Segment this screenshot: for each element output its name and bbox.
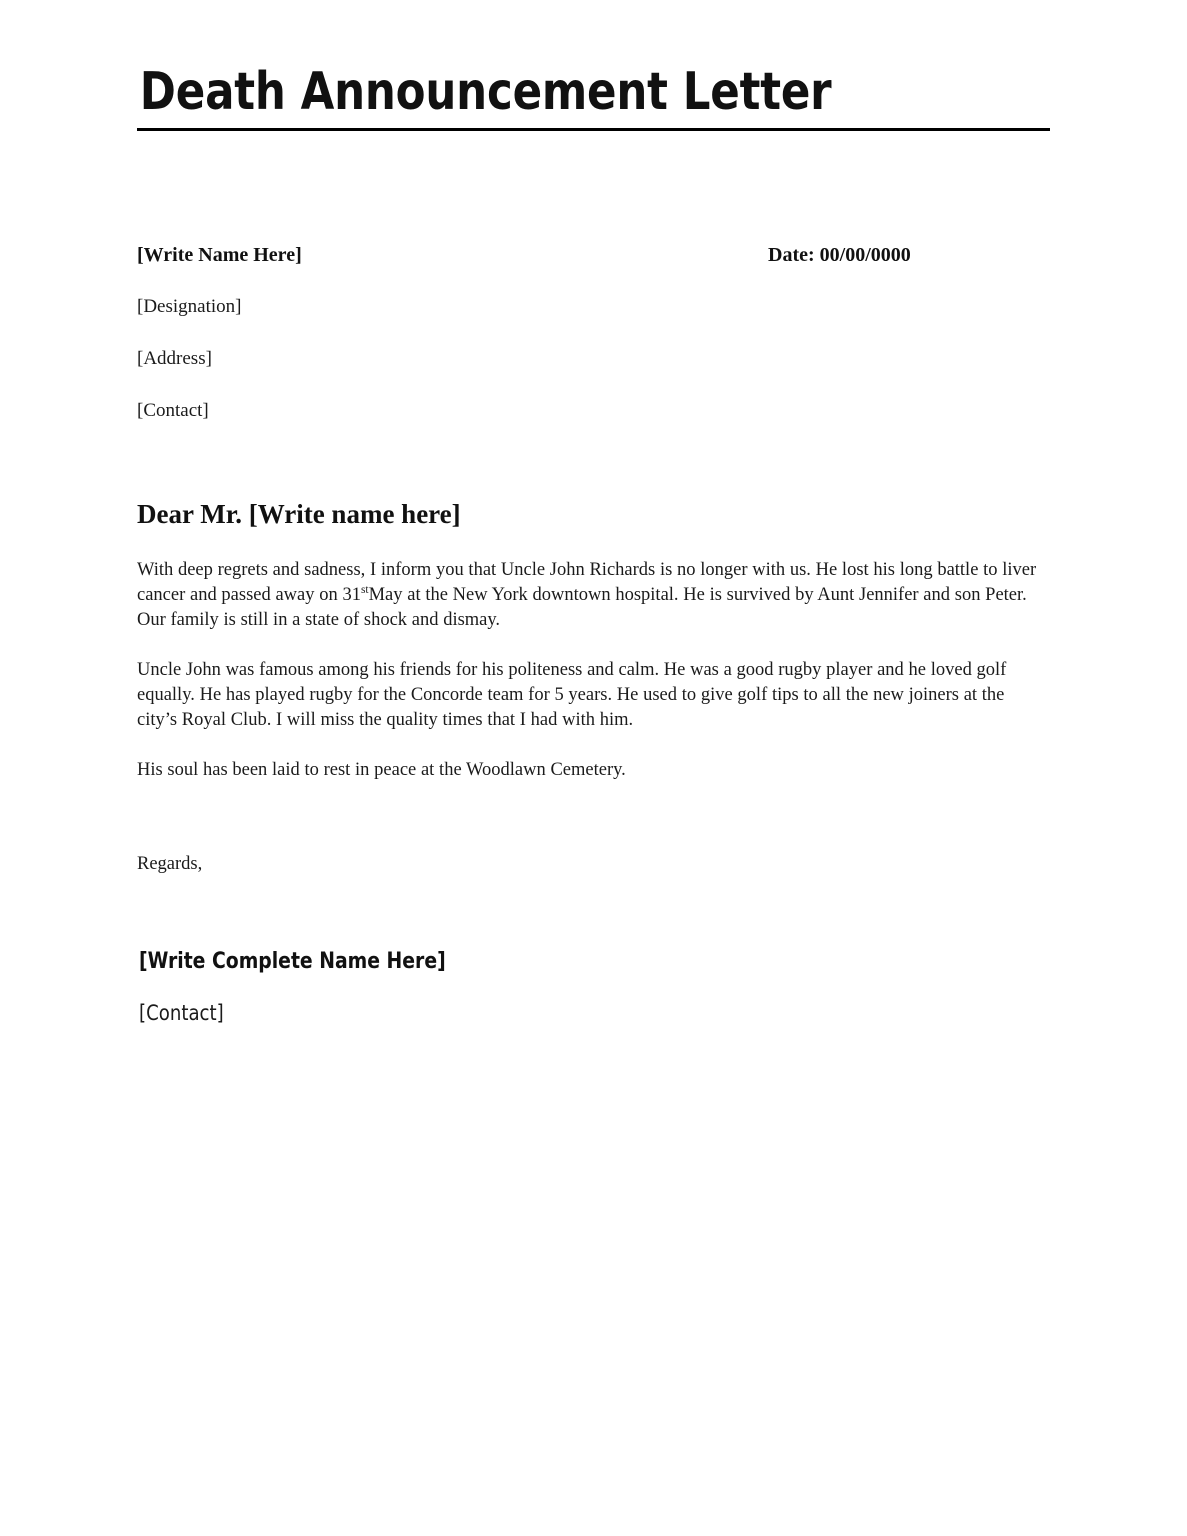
body-paragraph-1-lead: With deep regrets and sadness, I inform you that Uncle John Richards is no longer with us. He lost his long battle to liver cancer and passed away on 31	[137, 560, 1037, 605]
body-paragraph-1	[137, 558, 1045, 633]
letter-header-block	[137, 243, 1047, 451]
title-block	[137, 62, 1050, 131]
ordinal-suffix: st	[360, 583, 369, 596]
body-paragraph-3: His soul has been laid to rest in peace at the Woodlawn Cemetery.	[137, 760, 626, 780]
signature-name-placeholder[interactable]: [Write Complete Name Here]	[139, 949, 446, 974]
recipient-address-placeholder[interactable]: [Address]	[137, 348, 212, 369]
closing-regards: Regards,	[137, 854, 203, 874]
recipient-designation-placeholder[interactable]: [Designation]	[137, 296, 242, 317]
recipient-date-row	[137, 243, 1047, 295]
recipient-contact-placeholder[interactable]: [Contact]	[137, 400, 209, 421]
letter-date[interactable]: Date: 00/00/0000	[768, 244, 911, 266]
salutation[interactable]: Dear Mr. [Write name here]	[137, 499, 461, 529]
body-paragraph-1-tail: May at the New York downtown hospital. He is survived by Aunt Jennifer and son Peter. Our family is still in a state of shock and dismay.	[137, 585, 1027, 630]
body-paragraph-2: Uncle John was famous among his friends for his politeness and calm. He was a good rugby player and he loved golf equally. He has played rugby for the Concorde team for 5 years. He used to give golf tips to all the new joiners at the city’s Royal Club. I will miss the quality times that I had with him.	[137, 660, 1007, 730]
title-divider	[137, 128, 1050, 131]
signature-contact-placeholder[interactable]: [Contact]	[139, 1001, 224, 1025]
letter-body	[137, 558, 1045, 808]
page-title: Death Announcement Letter	[139, 62, 832, 122]
recipient-name-placeholder[interactable]: [Write Name Here]	[137, 244, 302, 266]
